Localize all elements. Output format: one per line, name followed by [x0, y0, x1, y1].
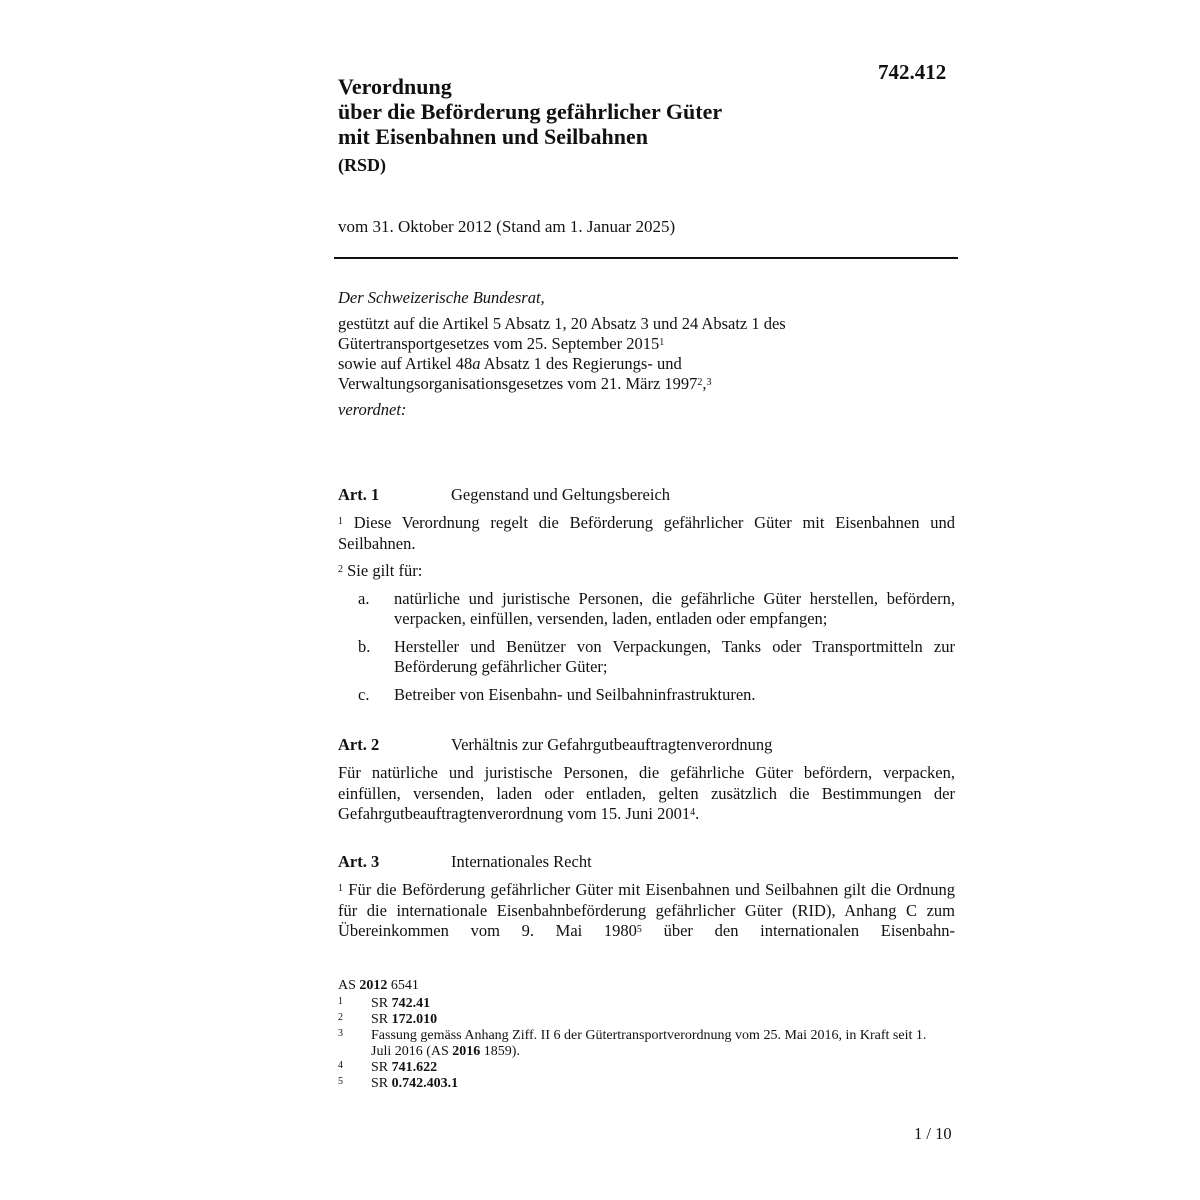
list-item-text: natürliche und juristische Personen, die gefährliche Güter herstellen, befördern, verpacken, einfüllen, versenden, laden, entladen oder empfangen;: [394, 588, 955, 628]
footnote-prefix: SR: [371, 996, 392, 1011]
footnote-4: [338, 1060, 938, 1076]
paragraph-end: .: [695, 804, 700, 823]
paragraph-text-continued: über den internationalen Eisenbahn-: [641, 921, 955, 940]
footnotes: [338, 978, 938, 1092]
article-2-heading: [338, 735, 955, 757]
article-3-paragraph-1: [338, 880, 955, 942]
article-3-title: Internationales Recht: [451, 852, 592, 871]
list-item: [338, 637, 955, 678]
title-line-1: Verordnung: [338, 74, 452, 99]
article-1-title: Gegenstand und Geltungsbereich: [451, 485, 671, 504]
list-marker: b.: [358, 636, 371, 656]
preamble-authority: Der Schweizerische Bundesrat,: [338, 288, 545, 307]
footnote-separator: ,: [702, 374, 707, 393]
paragraph-text: Diese Verordnung regelt die Beförderung gefährlicher Güter mit Eisenbahnen und Seilbahnen.: [338, 513, 955, 553]
list-marker: a.: [358, 588, 370, 608]
footnote-ref-1[interactable]: 1: [659, 337, 665, 348]
preamble-line-4: [338, 374, 958, 394]
paragraph-text: Sie gilt für:: [347, 561, 423, 580]
list-item-text: Betreiber von Eisenbahn- und Seilbahninfrastrukturen.: [394, 684, 756, 704]
footnote-2: [338, 1012, 938, 1028]
list-item: [338, 589, 955, 630]
article-3: [338, 852, 955, 949]
preamble-line-1: gestützt auf die Artikel 5 Absatz 1, 20 Absatz 3 und 24 Absatz 1 des: [338, 314, 786, 333]
footnote-text: Fassung gemäss Anhang Ziff. II 6 der Gütertransportverordnung vom 25. Mai 2016, in Kraft seit 1. Juli 2016 (AS: [371, 1028, 927, 1059]
footnote-ref-2[interactable]: 2: [697, 377, 703, 388]
footnote-number: 1: [338, 996, 343, 1007]
preamble: [338, 288, 958, 420]
preamble-line-3-pre: sowie auf Artikel 48: [338, 354, 473, 373]
preamble-decrees: verordnet:: [338, 400, 407, 419]
document-abbreviation: (RSD): [338, 155, 386, 175]
footnote-as-year: 2016: [452, 1044, 481, 1059]
preamble-line-2-text: Gütertransportgesetzes vom 25. September 2015: [338, 334, 660, 353]
paragraph-number: 1: [338, 883, 343, 894]
article-1: [338, 485, 955, 712]
as-prefix: AS: [338, 978, 360, 993]
article-3-number[interactable]: Art. 3: [338, 852, 380, 871]
footnote-prefix: SR: [371, 1060, 392, 1075]
sr-number: 742.412: [878, 60, 947, 84]
article-3-heading: [338, 852, 955, 874]
footnote-ref-3[interactable]: 3: [706, 377, 712, 388]
footnote-ref-4[interactable]: 4: [690, 807, 696, 818]
footnote-sr-link[interactable]: 0.742.403.1: [391, 1076, 459, 1091]
article-1-paragraph-1: [338, 513, 955, 554]
article-2-number[interactable]: Art. 2: [338, 735, 380, 754]
title-line-2: über die Beförderung gefährlicher Güter: [338, 99, 723, 124]
footnote-number: 4: [338, 1060, 343, 1071]
footnote-sr-link[interactable]: 741.622: [391, 1060, 438, 1075]
article-1-heading: [338, 485, 955, 507]
article-2-title: Verhältnis zur Gefahrgutbeauftragtenverordnung: [451, 735, 773, 754]
footnote-number: 5: [338, 1076, 343, 1087]
article-2: [338, 735, 955, 832]
as-page: 6541: [387, 978, 419, 993]
footnote-prefix: SR: [371, 1076, 392, 1091]
list-item: [338, 685, 955, 706]
footnote-prefix: SR: [371, 1012, 392, 1027]
list-marker: c.: [358, 684, 370, 704]
article-1-number[interactable]: Art. 1: [338, 485, 380, 504]
footnote-ref-5[interactable]: 5: [636, 924, 642, 935]
official-collection-reference: [338, 978, 938, 994]
preamble-line-2: [338, 334, 958, 354]
preamble-line-3: [338, 354, 958, 374]
footnote-1: [338, 996, 938, 1012]
paragraph-text: Für natürliche und juristische Personen, die gefährliche Güter befördern, verpacken, einfüllen, versenden, laden oder entladen, gelten zusätzlich die Bestimmungen der Gefahrgutbeauftragtenverordnung vom 15. Juni 2001: [338, 763, 955, 823]
footnote-text-end: 1859).: [480, 1044, 520, 1059]
page-number: 1 / 10: [914, 1124, 952, 1143]
preamble-line-4-text: Verwaltungsorganisationsgesetzes vom 21. März 1997: [338, 374, 698, 393]
footnote-5: [338, 1076, 938, 1092]
paragraph-text: Für die Beförderung gefährlicher Güter mit Eisenbahnen und Seilbahnen gilt die Ordnung für die internationale Eisenbahnbeförderung gefährlicher Güter (RID), Anhang C zum Übereinkommen vom 9. Mai 1980: [338, 880, 955, 940]
article-2-paragraph: [338, 763, 955, 825]
document-title: [338, 74, 858, 149]
as-year: 2012: [359, 978, 388, 993]
article-1-paragraph-2: [338, 561, 955, 582]
list-item-text: Hersteller und Benützer von Verpackungen, Tanks oder Transportmitteln zur Beförderung gefährlicher Güter;: [394, 636, 955, 676]
title-line-3: mit Eisenbahnen und Seilbahnen: [338, 124, 648, 149]
paragraph-number: 1: [338, 516, 343, 527]
paragraph-number: 2: [338, 564, 343, 575]
preamble-line-3-post: Absatz 1 des Regierungs- und: [480, 354, 682, 373]
header-divider: [334, 257, 958, 259]
preamble-line-3-italic: a: [472, 354, 481, 373]
footnote-number: 2: [338, 1012, 343, 1023]
footnote-sr-link[interactable]: 172.010: [391, 1012, 438, 1027]
footnote-number: 3: [338, 1028, 343, 1039]
footnote-sr-link[interactable]: 742.41: [391, 996, 431, 1011]
footnote-3: [338, 1028, 938, 1060]
document-date: vom 31. Oktober 2012 (Stand am 1. Januar 2025): [338, 217, 676, 236]
